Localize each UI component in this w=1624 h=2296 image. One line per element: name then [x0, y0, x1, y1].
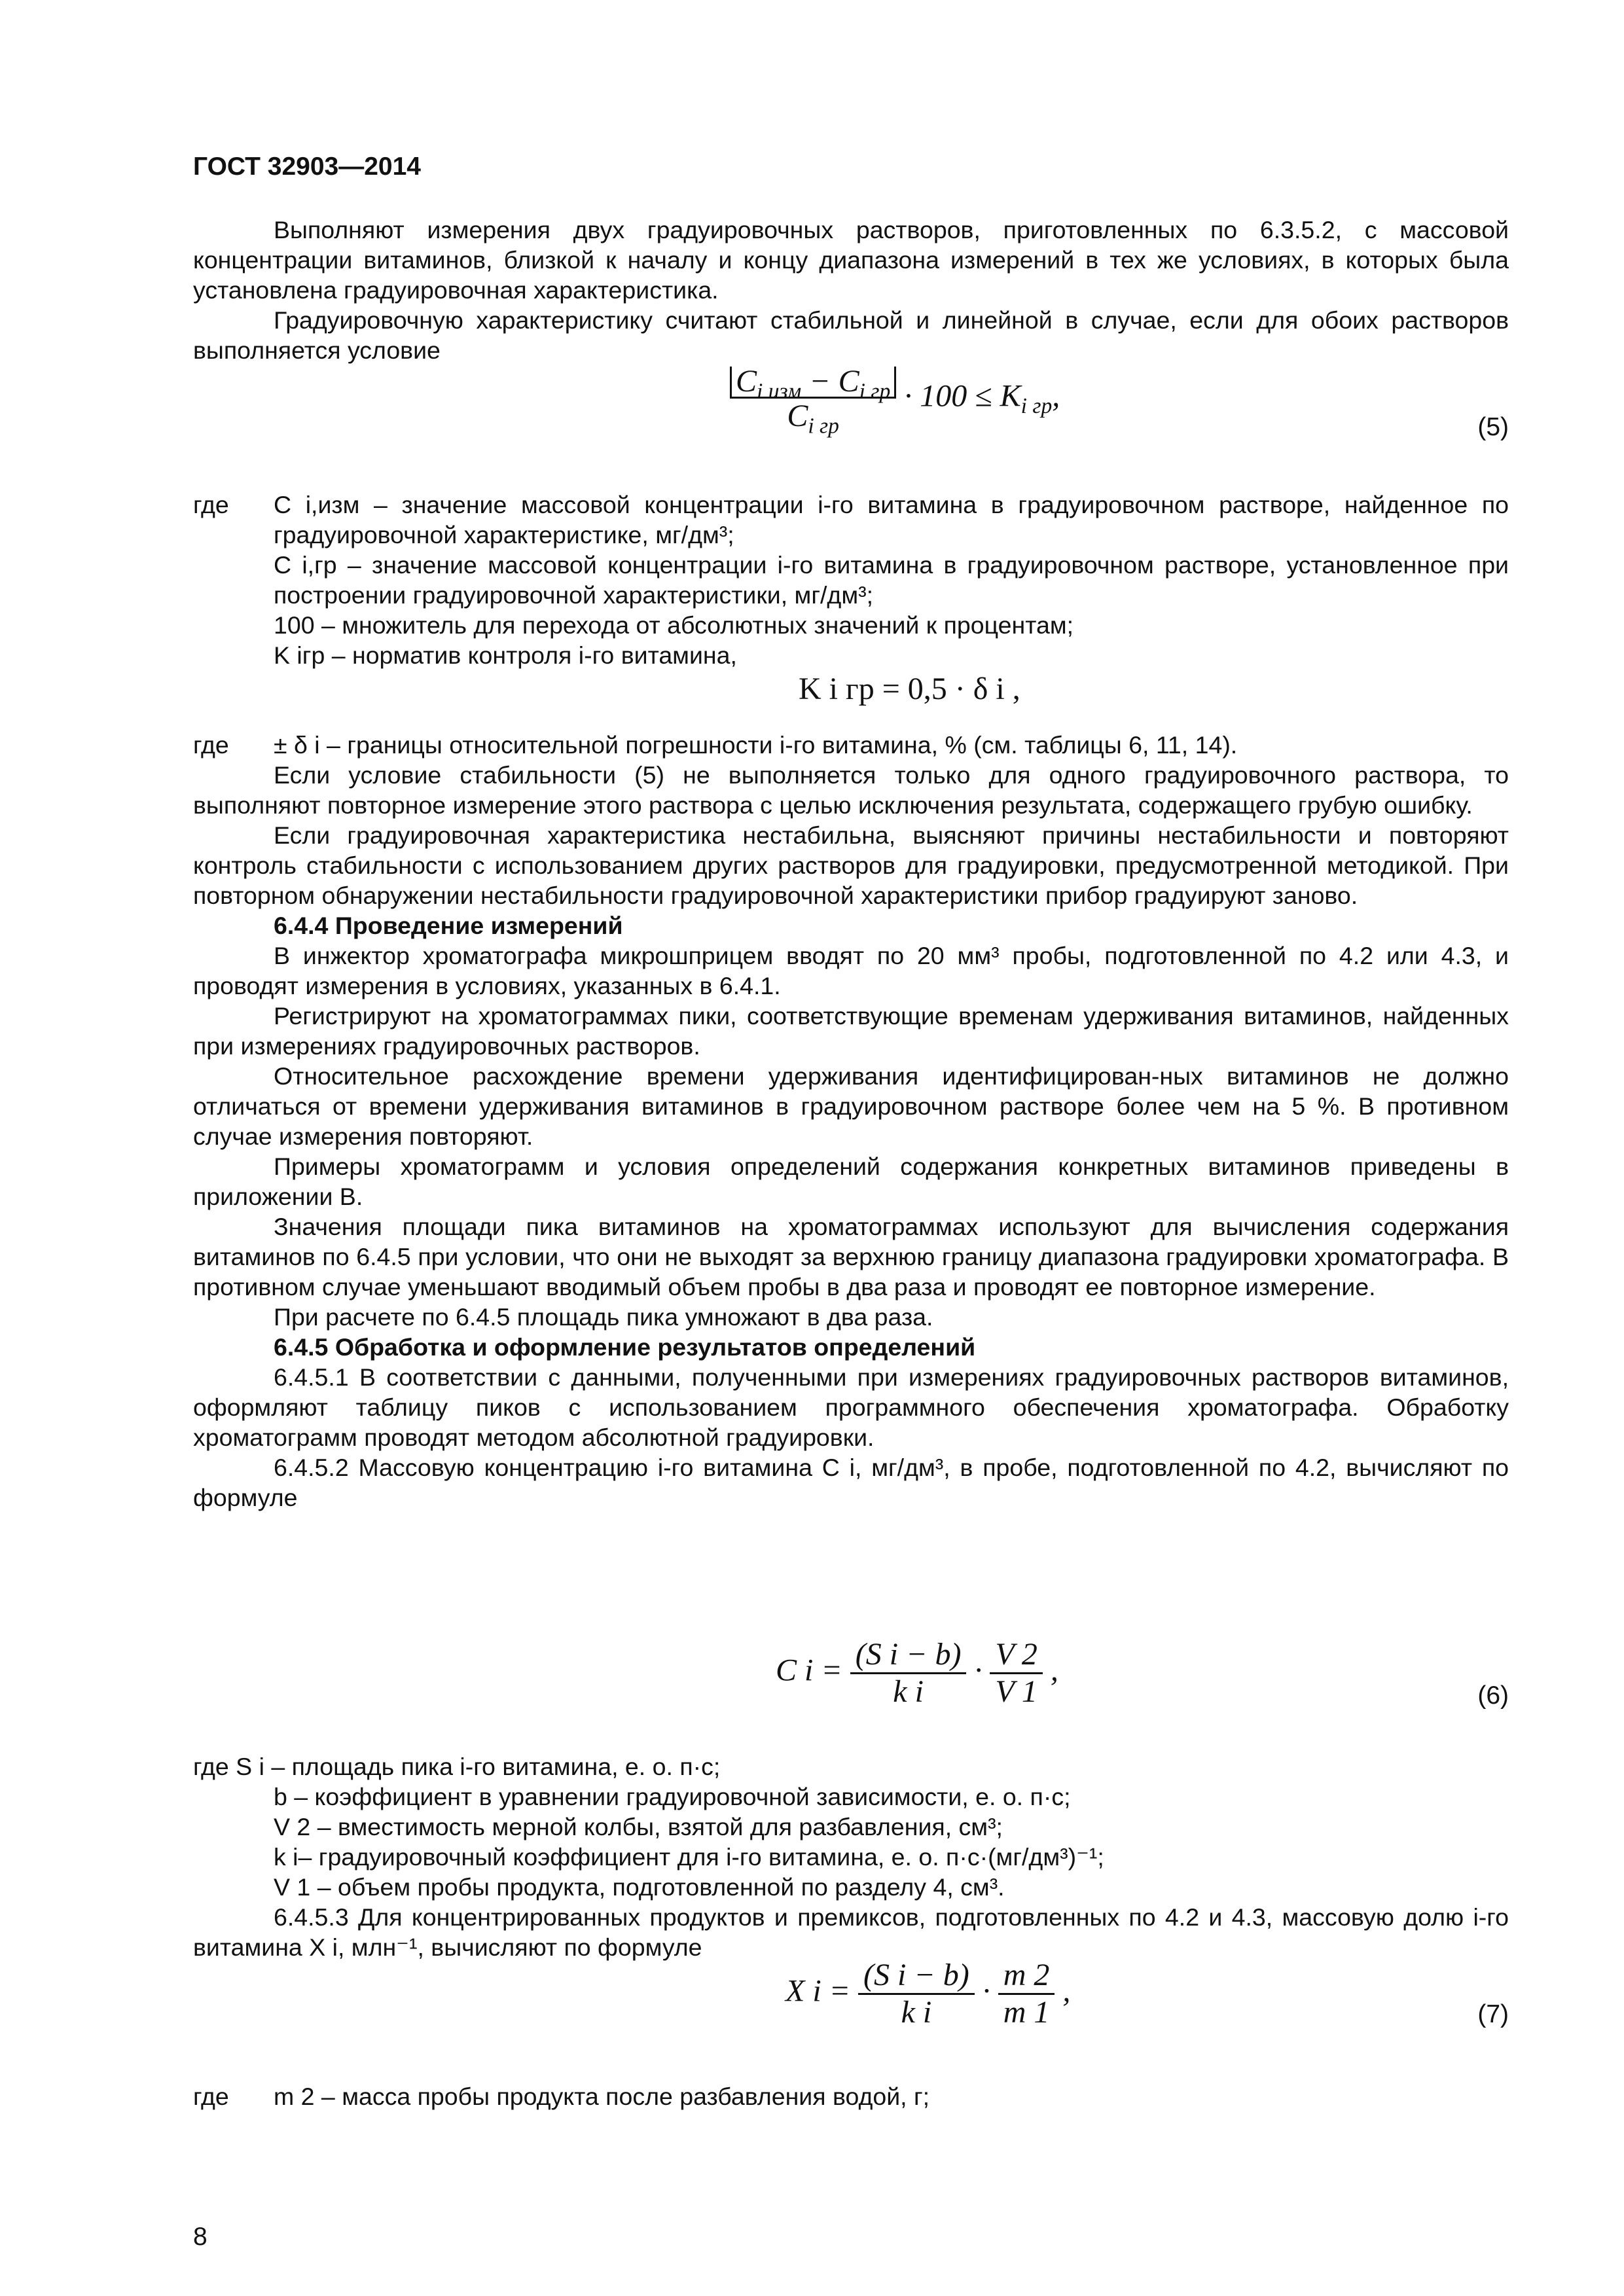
definition-m2: [193, 2081, 1509, 2111]
formula-5-comma: ,: [1052, 378, 1060, 414]
definition-m2-text: m 2 – масса пробы продукта после разбавления водой, г;: [274, 2083, 930, 2110]
formula-7-denominator: k i: [901, 1995, 932, 2030]
formula-7-denominator-2: m 1: [1003, 1995, 1050, 2030]
definition-k: k i– градуировочный коэффициент для i-го витамина, е. о. п·с·(мг/дм³)⁻¹;: [274, 1843, 1104, 1871]
paragraph-1: Выполняют измерения двух градуировочных растворов, приготовленных по 6.3.5.2, с массовой концентрации витаминов, близкой к началу и концу диапазона измерений в тех же условиях, в которых была установлена градуировочная характеристика.: [193, 216, 1509, 304]
formula-7-fraction-1: [858, 1960, 975, 2028]
definition-b: b – коэффициент в уравнении градуировочной зависимости, е. о. п·с;: [274, 1783, 1071, 1810]
formula-5-den-sub: i гр: [808, 414, 839, 439]
formula-6-number: (6): [1477, 1681, 1509, 1710]
definition-v1: V 1 – объем пробы продукта, подготовленной по разделу 4, см³.: [274, 1873, 1005, 1901]
paragraph-9: Значения площади пика витаминов на хроматограммах используют для вычисления содержания витаминов по 6.4.5 при условии, что они не выходят за верхнюю границу диапазона градуировки хроматографа. В противном случае уменьшают вводимый объем пробы в два раза и проводят ее повторное измерение.: [193, 1213, 1509, 1300]
formula-5-sub-gr: i гр: [859, 379, 891, 404]
definition-k-gr: K iгр – норматив контроля i-го витамина,: [274, 641, 737, 669]
page-number: 8: [193, 2223, 208, 2251]
formula-k-norm: K i гр = 0,5 · δ i ,: [799, 672, 1020, 706]
formula-7: [785, 1960, 1070, 2028]
paragraph-6: Регистрируют на хроматограммах пики, соответствующие временам удерживания витаминов, найденных при измерениях градуировочных растворов.: [193, 1002, 1509, 1060]
formula-6-fraction-1: [850, 1637, 967, 1709]
formula-5-number: (5): [1477, 413, 1509, 441]
paragraph-12: 6.4.5.2 Массовую концентрацию i-го витамина C i, мг/дм³, в пробе, подготовленной по 4.2, вычисляют по формуле: [193, 1454, 1509, 1511]
paragraph-7: Относительное расхождение времени удерживания идентифицирован-ных витаминов не должно отличаться от времени удерживания витаминов в градуировочном растворе более чем на 5 %. В противном случае измерения повторяют.: [193, 1062, 1509, 1150]
formula-5-minus: −: [801, 364, 839, 399]
formula-7-numerator: (S i − b): [858, 1960, 975, 1995]
formula-5-definitions: [193, 490, 1509, 670]
formula-7-fraction-2: [998, 1960, 1055, 2028]
definition-s: где S i – площадь пика i-го витамина, е. о. п·с;: [193, 1753, 721, 1780]
delta-where-label: где: [193, 731, 229, 759]
formula-6-numerator-2: V 2: [990, 1640, 1042, 1674]
formula-5-tail: · 100 ≤ K: [904, 378, 1021, 414]
definition-where-label: где: [193, 491, 229, 518]
paragraph-5: В инжектор хроматографа микрошприцем вводят по 20 мм³ пробы, подготовленной по 4.2 или 4.3, и проводят измерения в условиях, указанных в 6.4.1.: [193, 942, 1509, 999]
formula-6-numerator: (S i − b): [850, 1640, 967, 1674]
paragraph-8: Примеры хроматограмм и условия определений содержания конкретных витаминов приведены в приложении В.: [193, 1153, 1509, 1210]
heading-6-4-5: 6.4.5 Обработка и оформление результатов определений: [274, 1333, 976, 1361]
document-header: ГОСТ 32903—2014: [193, 152, 421, 181]
paragraph-2: Градуировочную характеристику считают стабильной и линейной в случае, если для обоих растворов выполняется условие: [193, 306, 1509, 364]
formula-5-fraction: [730, 364, 896, 439]
delta-definition: [193, 730, 1509, 760]
definition-100: 100 – множитель для перехода от абсолютных значений к процентам;: [274, 611, 1074, 639]
formula-7-numerator-2: m 2: [998, 1960, 1055, 1995]
formula-6-dot: ·: [974, 1653, 983, 1688]
definition-c-izm-text: C i,изм – значение массовой концентрации i-го витамина в градуировочном растворе, найденное по градуировочной характеристике, мг/дм³;: [274, 491, 1509, 548]
formula-6-fraction-2: [990, 1637, 1042, 1709]
definition-m2-where-label: где: [193, 2083, 229, 2110]
paragraph-10: При расчете по 6.4.5 площадь пика умножают в два раза.: [274, 1303, 933, 1331]
intro-block: [193, 215, 1509, 365]
formula-6-denominator: k i: [893, 1674, 924, 1709]
definition-c-gr: C i,гр – значение массовой концентрации i-го витамина в градуировочном растворе, установленное при построении градуировочной характеристики, мг/дм³;: [274, 551, 1509, 609]
formula-5-numerator: [730, 364, 896, 404]
paragraph-4: Если градуировочная характеристика нестабильна, выясняют причины нестабильности и повторяют контроль стабильности с использованием других растворов для градуировки, предусмотренной методикой. При повторном обнаружении нестабильности градуировочной характеристики прибор градуируют заново.: [193, 821, 1509, 909]
formula-5-c-gr: C: [838, 364, 859, 399]
formula-7-lhs: X i =: [785, 1973, 851, 2009]
heading-6-4-4: 6.4.4 Проведение измерений: [274, 912, 623, 939]
formula-7-dot: ·: [982, 1973, 990, 2009]
formula-7-comma: ,: [1062, 1973, 1071, 2009]
formula-6-denominator-2: V 1: [995, 1674, 1038, 1709]
definition-c-izm: [193, 490, 1509, 550]
formula-5-denominator: [787, 399, 839, 439]
formula-5-den-c: C: [787, 399, 808, 433]
delta-definition-text: ± δ i – границы относительной погрешности i-го витамина, % (см. таблицы 6, 11, 14).: [274, 731, 1238, 759]
document-page: [193, 0, 1509, 2296]
formula-6-lhs: C i =: [776, 1653, 842, 1688]
formula-7-definitions: [193, 2081, 1509, 2111]
delta-definition-block: [193, 730, 1509, 1513]
formula-5-sub-izm: i изм: [757, 379, 802, 404]
formula-6-definitions: [193, 1751, 1509, 1962]
paragraph-13: 6.4.5.3 Для концентрированных продуктов и премиксов, подготовленных по 4.2 и 4.3, массовую долю i-го витамина X i, млн⁻¹, вычисляют по формуле: [193, 1903, 1509, 1961]
formula-5: [730, 364, 1060, 439]
formula-5-tail-sub: i гр: [1020, 394, 1053, 419]
paragraph-3: Если условие стабильности (5) не выполняется только для одного градуировочного раствора, то выполняют повторное измерение этого раствора с целью исключения результата, содержащего грубую ошибку.: [193, 761, 1509, 819]
formula-7-number: (7): [1477, 2000, 1509, 2028]
formula-5-c-izm: C: [736, 364, 757, 399]
definition-v2: V 2 – вместимость мерной колбы, взятой для разбавления, см³;: [274, 1813, 1003, 1840]
formula-6-comma: ,: [1050, 1653, 1058, 1688]
formula-6: [776, 1637, 1058, 1709]
paragraph-11: 6.4.5.1 В соответствии с данными, полученными при измерениях градуировочных растворов витаминов, оформляют таблицу пиков с использованием программного обеспечения хроматографа. Обработку хроматограмм проводят методом абсолютной градуировки.: [193, 1363, 1509, 1451]
